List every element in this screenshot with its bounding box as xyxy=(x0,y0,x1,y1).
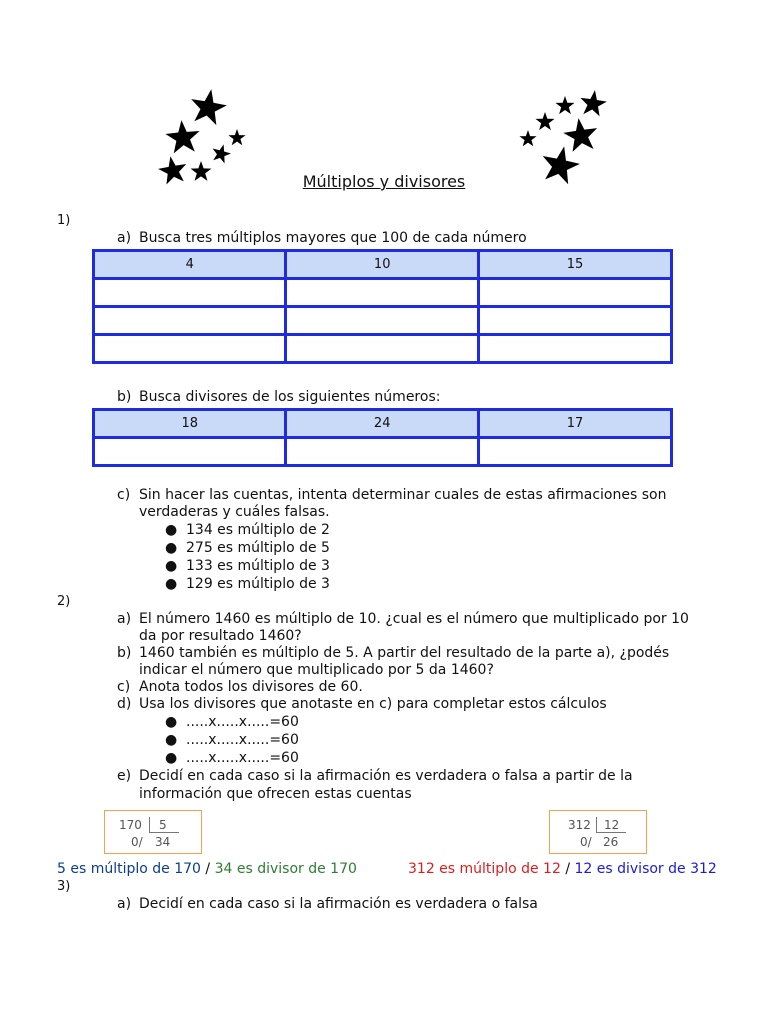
item-1c-line2: verdaderas y cuáles falsas. xyxy=(139,504,330,520)
quotient: 34 xyxy=(155,835,171,849)
statement: 12 es divisor de 312 xyxy=(574,861,717,877)
division-bracket xyxy=(596,832,626,833)
multiples-table xyxy=(92,249,673,364)
answer-cell[interactable] xyxy=(286,307,478,335)
star-icon xyxy=(228,129,245,145)
item-2b-line2: indicar el número que multiplicado por 5 da 1460? xyxy=(139,662,494,678)
bullet: ● xyxy=(165,576,178,592)
item-2c-letter: c) xyxy=(117,679,131,695)
table-header-row xyxy=(94,251,672,279)
table-row xyxy=(94,279,672,307)
list-item: 275 es múltiplo de 5 xyxy=(186,540,330,556)
item-2b-line1: 1460 también es múltiplo de 5. A partir del resultado de la parte a), ¿podés xyxy=(139,645,670,661)
separator: / xyxy=(560,861,575,877)
dividend: 312 xyxy=(568,818,591,832)
bullet: ● xyxy=(165,714,178,730)
list-item: .....x.....x.....=60 xyxy=(186,750,299,766)
bullet: ● xyxy=(165,522,178,538)
division-bracket xyxy=(596,817,597,833)
divisors-table xyxy=(92,408,673,467)
star-icon xyxy=(210,142,233,164)
answer-cell[interactable] xyxy=(286,279,478,307)
item-2a-line2: da por resultado 1460? xyxy=(139,628,302,644)
item-1a-letter: a) xyxy=(117,230,132,246)
statement: 312 es múltiplo de 12 xyxy=(408,861,561,877)
answer-cell[interactable] xyxy=(94,438,286,466)
answer-cell[interactable] xyxy=(478,335,671,363)
item-2e-letter: e) xyxy=(117,768,132,784)
section-number-1: 1) xyxy=(57,213,71,228)
division-bracket xyxy=(149,817,150,833)
divisor: 5 xyxy=(159,818,167,832)
list-item: 129 es múltiplo de 3 xyxy=(186,576,330,592)
table-header-cell: 17 xyxy=(478,410,671,438)
statement: 5 es múltiplo de 170 xyxy=(57,861,201,877)
section-number-2: 2) xyxy=(57,594,71,609)
item-2e-line1: Decidí en cada caso si la afirmación es verdadera o falsa a partir de la xyxy=(139,768,633,784)
item-2a-letter: a) xyxy=(117,611,132,627)
star-icon xyxy=(555,96,574,114)
star-icon xyxy=(164,119,201,154)
table-header-cell: 10 xyxy=(286,251,478,279)
bullet: ● xyxy=(165,540,178,556)
answer-cell[interactable] xyxy=(478,279,671,307)
item-3a-letter: a) xyxy=(117,896,132,912)
page-title: Múltiplos y divisores xyxy=(302,172,466,191)
answer-cell[interactable] xyxy=(478,307,671,335)
item-1c-letter: c) xyxy=(117,487,131,503)
item-2c-line1: Anota todos los divisores de 60. xyxy=(139,679,363,695)
table-header-row xyxy=(94,410,672,438)
answer-cell[interactable] xyxy=(94,307,286,335)
list-item: .....x.....x.....=60 xyxy=(186,732,299,748)
item-2a-line1: El número 1460 es múltiplo de 10. ¿cual es el número que multiplicado por 10 xyxy=(139,611,689,627)
list-item: .....x.....x.....=60 xyxy=(186,714,299,730)
answer-cell[interactable] xyxy=(478,438,671,466)
answer-cell[interactable] xyxy=(94,335,286,363)
division-box-left xyxy=(104,810,202,854)
statements-right xyxy=(408,861,717,877)
star-icon xyxy=(578,88,608,117)
item-1b-text: Busca divisores de los siguientes números: xyxy=(139,389,441,405)
star-icon xyxy=(188,88,230,126)
answer-cell[interactable] xyxy=(286,335,478,363)
table-header-cell: 15 xyxy=(478,251,671,279)
list-item: 134 es múltiplo de 2 xyxy=(186,522,330,538)
bullet: ● xyxy=(165,750,178,766)
section-number-3: 3) xyxy=(57,879,71,894)
table-row xyxy=(94,438,672,466)
table-header-cell: 4 xyxy=(94,251,286,279)
divisor: 12 xyxy=(604,818,620,832)
item-2e-line2: información que ofrecen estas cuentas xyxy=(139,786,412,802)
table-header-cell: 18 xyxy=(94,410,286,438)
answer-cell[interactable] xyxy=(286,438,478,466)
item-1a-text: Busca tres múltiplos mayores que 100 de cada número xyxy=(139,230,527,246)
star-icon xyxy=(519,130,536,146)
quotient: 26 xyxy=(603,835,619,849)
bullet: ● xyxy=(165,732,178,748)
item-2d-line1: Usa los divisores que anotaste en c) para completar estos cálculos xyxy=(139,696,607,712)
remainder: 0/ xyxy=(580,835,592,849)
answer-cell[interactable] xyxy=(94,279,286,307)
table-header-cell: 24 xyxy=(286,410,478,438)
list-item: 133 es múltiplo de 3 xyxy=(186,558,330,574)
item-1c-line1: Sin hacer las cuentas, intenta determinar cuales de estas afirmaciones son xyxy=(139,487,667,503)
item-2b-letter: b) xyxy=(117,645,132,661)
division-bracket xyxy=(149,832,179,833)
table-row xyxy=(94,307,672,335)
remainder: 0/ xyxy=(131,835,143,849)
item-1b-letter: b) xyxy=(117,389,132,405)
statements-left xyxy=(57,861,357,877)
separator: / xyxy=(200,861,215,877)
item-3a-line1: Decidí en cada caso si la afirmación es verdadera o falsa xyxy=(139,896,538,912)
item-2d-letter: d) xyxy=(117,696,132,712)
star-icon xyxy=(535,112,554,130)
statement: 34 es divisor de 170 xyxy=(214,861,357,877)
dividend: 170 xyxy=(119,818,142,832)
star-icon xyxy=(562,116,600,153)
table-row xyxy=(94,335,672,363)
division-box-right xyxy=(549,810,647,854)
bullet: ● xyxy=(165,558,178,574)
